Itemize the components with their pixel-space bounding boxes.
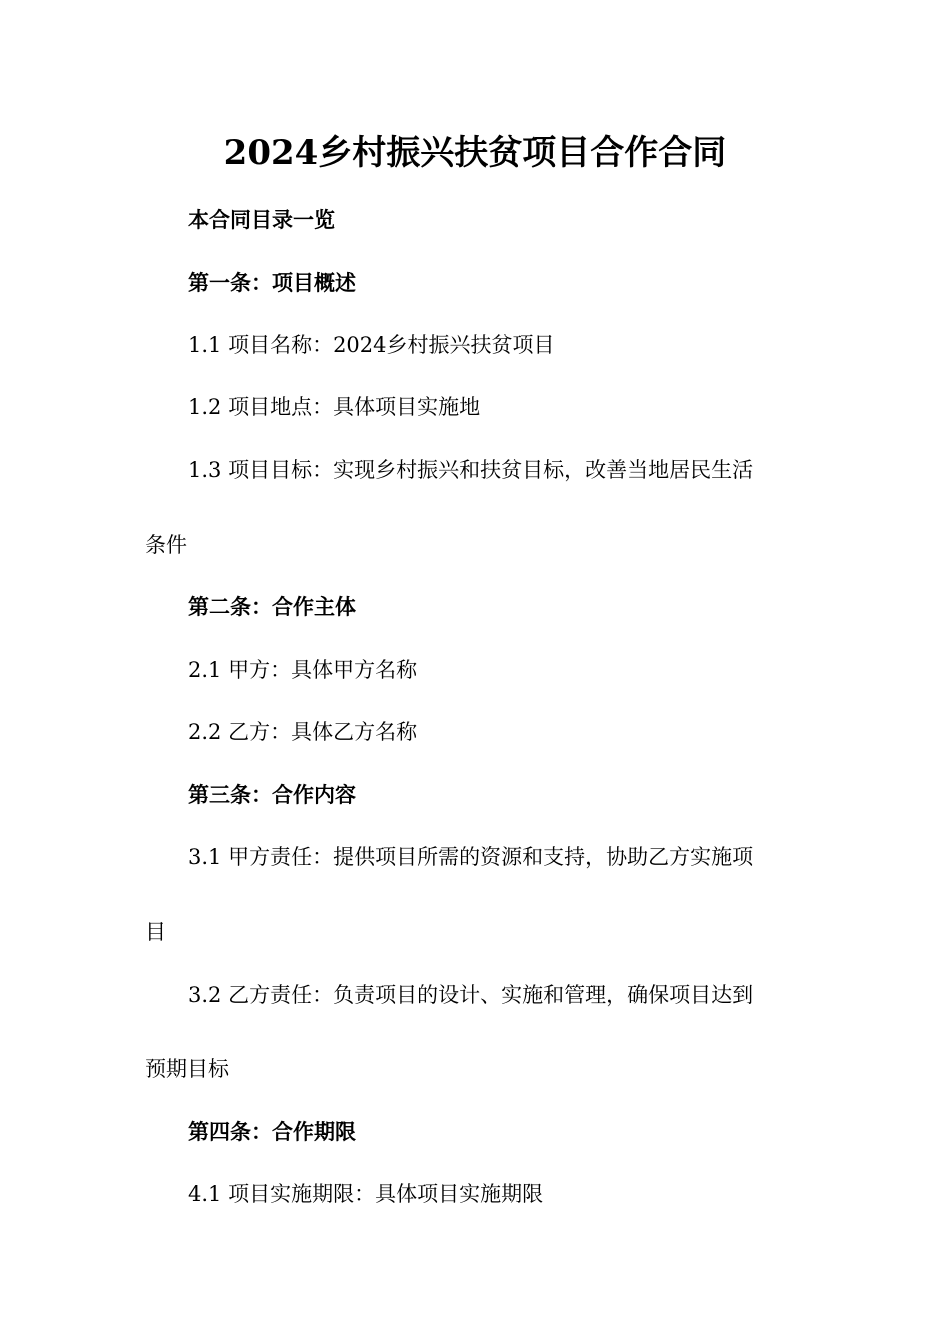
clause-3-1-continued: 目: [145, 920, 166, 944]
article-3-heading: 第三条：合作内容: [188, 782, 356, 807]
clause-3-1: 3.1 甲方责任：提供项目所需的资源和支持，协助乙方实施项: [188, 845, 754, 869]
clause-3-2: 3.2 乙方责任：负责项目的设计、实施和管理，确保项目达到: [188, 983, 754, 1007]
clause-3-2-continued: 预期目标: [145, 1057, 229, 1081]
clause-1-3: 1.3 项目目标：实现乡村振兴和扶贫目标，改善当地居民生活: [188, 458, 754, 482]
clause-2-1: 2.1 甲方：具体甲方名称: [188, 658, 418, 682]
article-2-heading: 第二条：合作主体: [188, 594, 356, 619]
article-4-heading: 第四条：合作期限: [188, 1119, 356, 1144]
document-title: 2024乡村振兴扶贫项目合作合同: [223, 133, 727, 173]
article-1-heading: 第一条：项目概述: [188, 270, 356, 295]
toc-heading: 本合同目录一览: [188, 207, 335, 232]
clause-1-1: 1.1 项目名称：2024乡村振兴扶贫项目: [188, 333, 555, 357]
clause-1-3-continued: 条件: [145, 533, 187, 557]
clause-1-2: 1.2 项目地点：具体项目实施地: [188, 395, 481, 419]
clause-2-2: 2.2 乙方：具体乙方名称: [188, 720, 418, 744]
clause-4-1: 4.1 项目实施期限：具体项目实施期限: [188, 1182, 544, 1206]
